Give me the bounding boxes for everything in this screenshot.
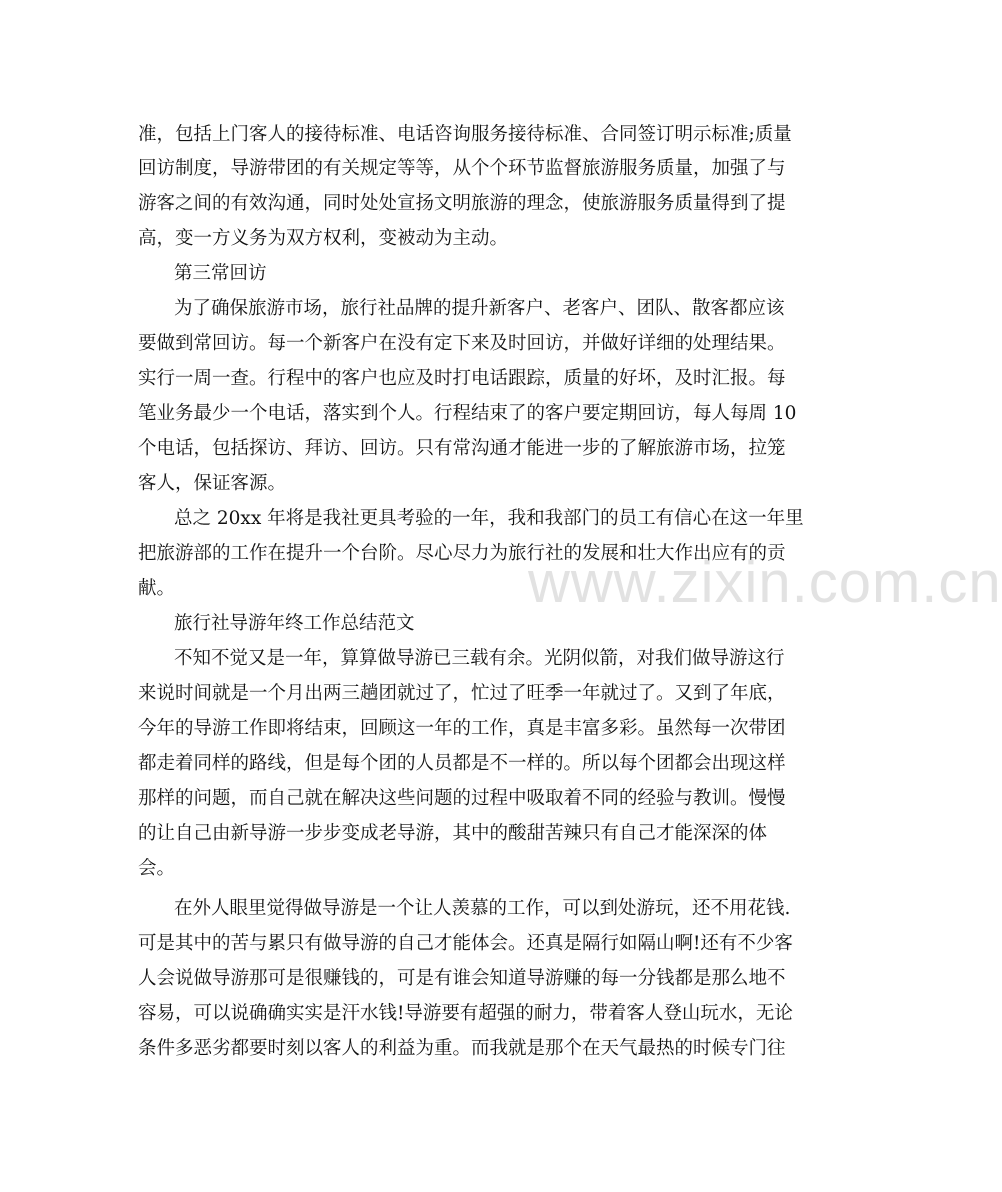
- body-line: 把旅游部的工作在提升一个台阶。尽心尽力为旅行社的发展和壮大作出应有的贡: [138, 543, 786, 564]
- body-line: 人会说做导游那可是很赚钱的，可是有谁会知道导游赚的每一分钱都是那么地不: [138, 968, 786, 989]
- body-line: 条件多恶劣都要时刻以客人的利益为重。而我就是那个在天气最热的时候专门往: [138, 1038, 786, 1059]
- section-heading: 第三常回访: [174, 263, 267, 284]
- body-line: 可是其中的苦与累只有做导游的自己才能体会。还真是隔行如隔山啊!还有不少客: [138, 933, 793, 954]
- article-title: 旅行社导游年终工作总结范文: [174, 613, 415, 634]
- body-line: 来说时间就是一个月出两三趟团就过了，忙过了旺季一年就过了。又到了年底，: [138, 683, 786, 704]
- body-line: 总之 20xx 年将是我社更具考验的一年，我和我部门的员工有信心在这一年里: [174, 508, 804, 529]
- body-line: 客人，保证客源。: [138, 473, 287, 494]
- body-line: 回访制度，导游带团的有关规定等等，从个个环节监督旅游服务质量，加强了与: [138, 158, 786, 179]
- body-line: 游客之间的有效沟通，同时处处宣扬文明旅游的理念，使旅游服务质量得到了提: [138, 193, 786, 214]
- watermark: www.zixin.com.cn: [528, 550, 1002, 615]
- body-line: 那样的问题，而自己就在解决这些问题的过程中吸取着不同的经验与教训。慢慢: [138, 788, 786, 809]
- body-line: 都走着同样的路线，但是每个团的人员都是不一样的。所以每个团都会出现这样: [138, 753, 786, 774]
- body-line: 实行一周一查。行程中的客户也应及时打电话跟踪，质量的好坏，及时汇报。每: [138, 368, 786, 389]
- body-line: 不知不觉又是一年，算算做导游已三载有余。光阴似箭，对我们做导游这行: [174, 648, 785, 669]
- body-line: 要做到常回访。每一个新客户在没有定下来及时回访，并做好详细的处理结果。: [138, 333, 786, 354]
- body-line: 个电话，包括探访、拜访、回访。只有常沟通才能进一步的了解旅游市场，拉笼: [138, 438, 786, 459]
- body-line: 会。: [138, 858, 176, 879]
- body-line: 在外人眼里觉得做导游是一个让人羡慕的工作，可以到处游玩，还不用花钱.: [174, 898, 791, 919]
- body-line: 今年的导游工作即将结束，回顾这一年的工作，真是丰富多彩。虽然每一次带团: [138, 718, 786, 739]
- body-line: 准，包括上门客人的接待标准、电话咨询服务接待标准、合同签订明示标准;质量: [138, 124, 792, 145]
- body-line: 容易，可以说确确实实是汗水钱!导游要有超强的耐力，带着客人登山玩水，无论: [138, 1003, 793, 1024]
- body-line: 高，变一方义务为双方权利，变被动为主动。: [138, 228, 509, 249]
- body-line: 为了确保旅游市场，旅行社品牌的提升新客户、老客户、团队、散客都应该: [174, 298, 785, 319]
- body-line: 的让自己由新导游一步步变成老导游，其中的酸甜苦辣只有自己才能深深的体: [138, 823, 768, 844]
- body-line: 笔业务最少一个电话，落实到个人。行程结束了的客户要定期回访，每人每周 10: [138, 403, 797, 424]
- body-line: 献。: [138, 578, 176, 599]
